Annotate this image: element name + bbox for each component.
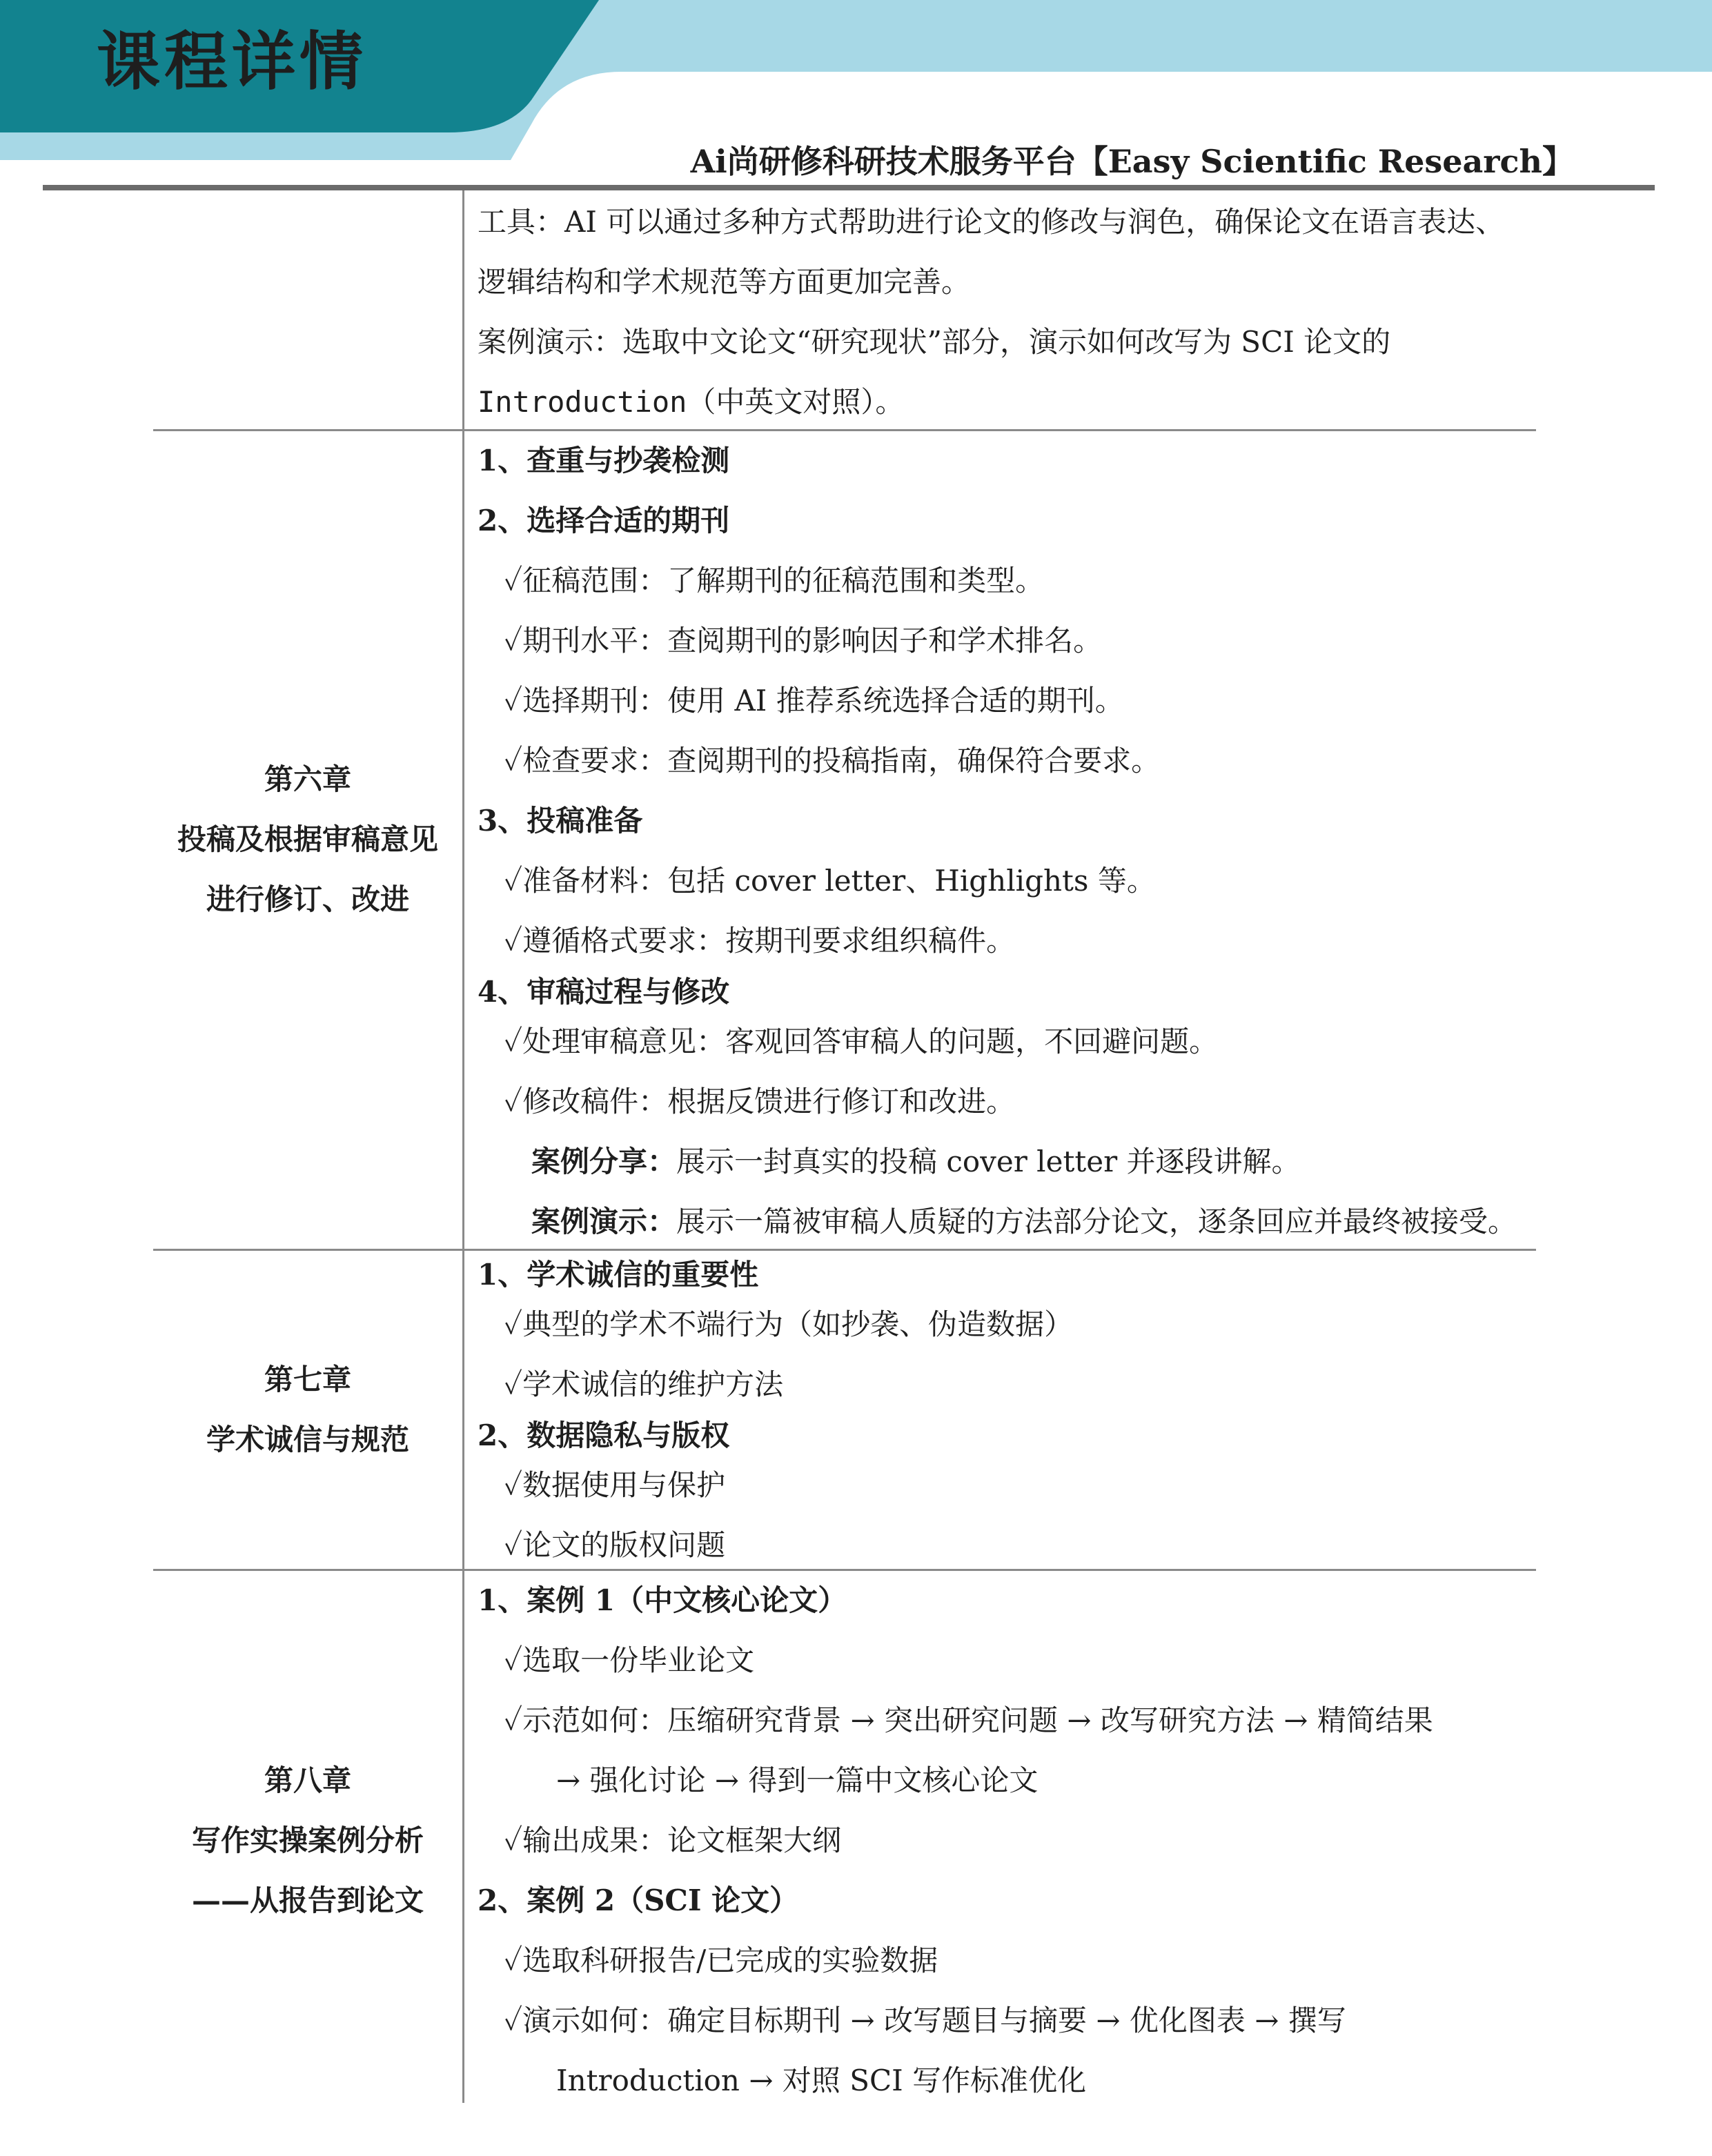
- chapter6-title-line2: 进行修订、改进: [206, 882, 409, 916]
- chapter6-section4: 4、审稿过程与修改: [478, 975, 730, 1009]
- chapter8-title-line1: 写作实操案例分析: [191, 1823, 424, 1857]
- chapter7-section2: 2、数据隐私与版权: [478, 1418, 730, 1452]
- chapter7-title: 学术诚信与规范: [206, 1423, 409, 1456]
- list-item: ✓学术诚信的维护方法: [504, 1367, 784, 1401]
- list-item: ✓论文的版权问题: [504, 1528, 726, 1562]
- chapter7-name: 第七章: [264, 1363, 351, 1396]
- chapter6-section2: 2、选择合适的期刊: [478, 504, 730, 537]
- platform-subtitle: Ai尚研修科研技术服务平台【Easy Scientific Research】: [690, 143, 1574, 180]
- list-item-continuation: Introduction → 对照 SCI 写作标准优化: [556, 2064, 1087, 2097]
- case-share-text: 展示一封真实的投稿 cover letter 并逐段讲解。: [676, 1145, 1301, 1178]
- list-item: ✓演示如何：确定目标期刊 → 改写题目与摘要 → 优化图表 → 撰写: [504, 2004, 1346, 2037]
- chapter6-name: 第六章: [264, 762, 351, 796]
- case-share-label: 案例分享：: [531, 1145, 677, 1178]
- list-item: ✓遵循格式要求：按期刊要求组织稿件。: [504, 924, 1016, 958]
- chapter6-section3: 3、投稿准备: [478, 804, 643, 838]
- case-share-line: [531, 1131, 1301, 1191]
- list-item: ✓选取一份毕业论文: [504, 1643, 755, 1677]
- list-item: ✓数据使用与保护: [504, 1468, 726, 1502]
- list-item: ✓典型的学术不端行为（如抄袭、伪造数据）: [504, 1307, 1074, 1341]
- chapter8-section1: 1、案例 1（中文核心论文）: [478, 1583, 847, 1617]
- list-item: ✓检查要求：查阅期刊的投稿指南，确保符合要求。: [504, 744, 1161, 778]
- page-title: 课程详情: [97, 25, 368, 99]
- list-item: ✓处理审稿意见：客观回答审稿人的问题，不回避问题。: [504, 1025, 1219, 1058]
- table-column-divider: [462, 190, 464, 2103]
- list-item: ✓修改稿件：根据反馈进行修订和改进。: [504, 1085, 1016, 1118]
- chapter6-title-line1: 投稿及根据审稿意见: [177, 822, 438, 856]
- list-item: ✓选取科研报告/已完成的实验数据: [504, 1944, 938, 1977]
- case-demo-line2: Introduction（中英文对照）。: [478, 385, 905, 419]
- list-item: ✓期刊水平：查阅期刊的影响因子和学术排名。: [504, 624, 1103, 657]
- case-demo-text: 展示一篇被审稿人质疑的方法部分论文，逐条回应并最终被接受。: [676, 1205, 1517, 1238]
- list-item-continuation: → 强化讨论 → 得到一篇中文核心论文: [556, 1763, 1039, 1797]
- chapter6-section1: 1、查重与抄袭检测: [478, 444, 730, 477]
- case-demo-line1: 案例演示：选取中文论文“研究现状”部分，演示如何改写为 SCI 论文的: [478, 325, 1391, 359]
- case-demo-label: 案例演示：: [531, 1205, 677, 1238]
- tool-description-line2: 逻辑结构和学术规范等方面更加完善。: [478, 265, 971, 299]
- list-item: ✓示范如何：压缩研究背景 → 突出研究问题 → 改写研究方法 → 精简结果: [504, 1703, 1433, 1737]
- chapter8-name: 第八章: [264, 1763, 351, 1797]
- list-item: ✓选择期刊：使用 AI 推荐系统选择合适的期刊。: [504, 684, 1124, 718]
- list-item: ✓征稿范围：了解期刊的征稿范围和类型。: [504, 564, 1045, 597]
- list-item: ✓输出成果：论文框架大纲: [504, 1823, 842, 1857]
- chapter8-title-line2: ——从报告到论文: [191, 1883, 424, 1917]
- list-item: ✓准备材料：包括 cover letter、Highlights 等。: [504, 864, 1156, 898]
- chapter8-section2: 2、案例 2（SCI 论文）: [478, 1883, 799, 1917]
- case-demo-line: [531, 1191, 1517, 1252]
- tool-description-line1: 工具：AI 可以通过多种方式帮助进行论文的修改与润色，确保论文在语言表达、: [478, 205, 1505, 239]
- chapter7-section1: 1、学术诚信的重要性: [478, 1258, 759, 1292]
- header-divider: [43, 185, 1655, 190]
